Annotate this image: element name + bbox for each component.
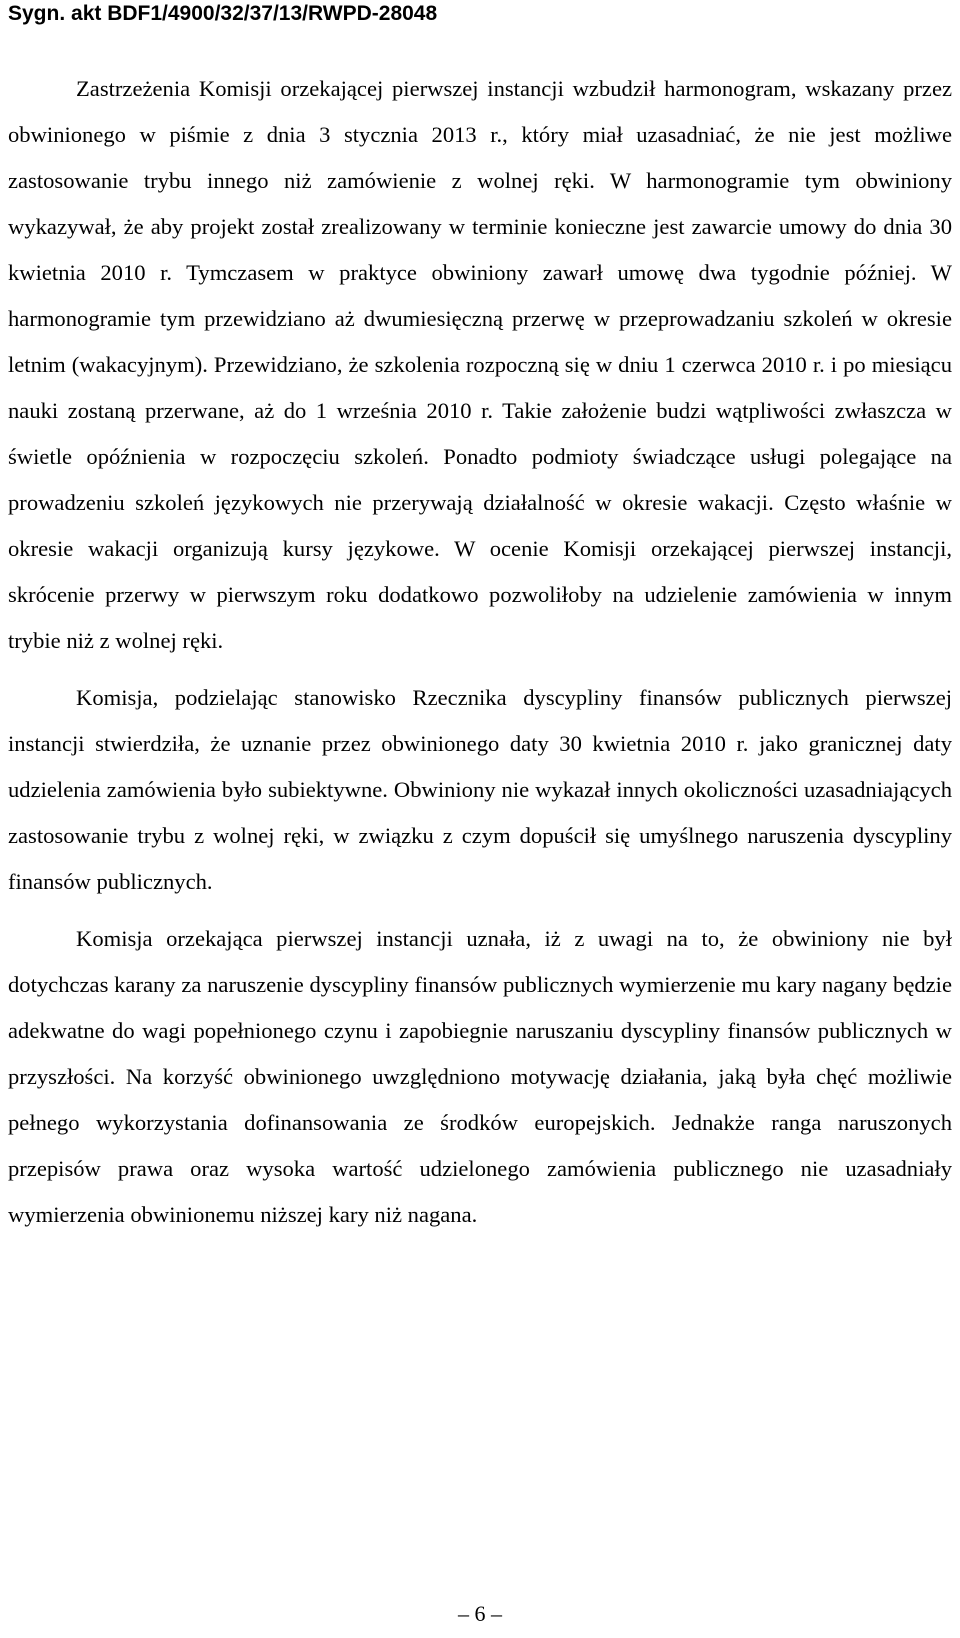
paragraph-penalty: Komisja orzekająca pierwszej instancji uznała, iż z uwagi na to, że obwiniony nie był dotychczas karany za naruszenie dyscypliny finansów publicznych wymierzenie mu kary nagany będzie adekwatne do wagi popełnionego czynu i zapobiegnie naruszaniu dyscypliny finansów publicznych w przyszłości. Na korzyść obwinionego uwzględniono motywację działania, jaką była chęć możliwie pełnego wykorzystania dofinansowania ze środków europejskich. Jednakże ranga naruszonych przepisów prawa oraz wysoka wartość udzielonego zamówienia publicznego nie uzasadniały wymierzenia obwinionemu niższej kary niż nagana. xyxy=(8,926,952,1227)
page-number: – 6 – xyxy=(458,1601,502,1626)
paragraph-harmonogram: Zastrzeżenia Komisji orzekającej pierwszej instancji wzbudził harmonogram, wskazany przez obwinionego w piśmie z dnia 3 stycznia 2013 r., który miał uzasadniać, że nie jest możliwe zastosowanie trybu innego niż zamówienie z wolnej ręki. W harmonogramie tym obwiniony wykazywał, że aby projekt został zrealizowany w terminie konieczne jest zawarcie umowy do dnia 30 kwietnia 2010 r. Tymczasem w praktyce obwiniony zawarł umowę dwa tygodnie później. W harmonogramie tym przewidziano aż dwumiesięczną przerwę w przeprowadzaniu szkoleń w okresie letnim (wakacyjnym). Przewidziano, że szkolenia rozpoczną się w dniu 1 czerwca 2010 r. i po miesiącu nauki zostaną przerwane, aż do 1 września 2010 r. Takie założenie budzi wątpliwości zwłaszcza w świetle opóźnienia w rozpoczęciu szkoleń. Ponadto podmioty świadczące usługi polegające na prowadzeniu szkoleń językowych nie przerywają działalność w okresie wakacji. Często właśnie w okresie wakacji organizują kursy językowe. W ocenie Komisji orzekającej pierwszej instancji, skrócenie przerwy w pierwszym roku dodatkowo pozwoliłoby na udzielenie zamówienia w innym trybie niż z wolnej ręki. xyxy=(8,76,952,653)
case-reference: Sygn. akt BDF1/4900/32/37/13/RWPD-28048 xyxy=(8,2,438,25)
paragraph-commission-finding: Komisja, podzielając stanowisko Rzecznika dyscypliny finansów publicznych pierwszej instancji stwierdziła, że uznanie przez obwinionego daty 30 kwietnia 2010 r. jako granicznej daty udzielenia zamówienia było subiektywne. Obwiniony nie wykazał innych okoliczności uzasadniających zastosowanie trybu z wolnej ręki, w związku z czym dopuścił się umyślnego naruszenia dyscypliny finansów publicznych. xyxy=(8,685,952,894)
document-body xyxy=(8,66,952,1238)
